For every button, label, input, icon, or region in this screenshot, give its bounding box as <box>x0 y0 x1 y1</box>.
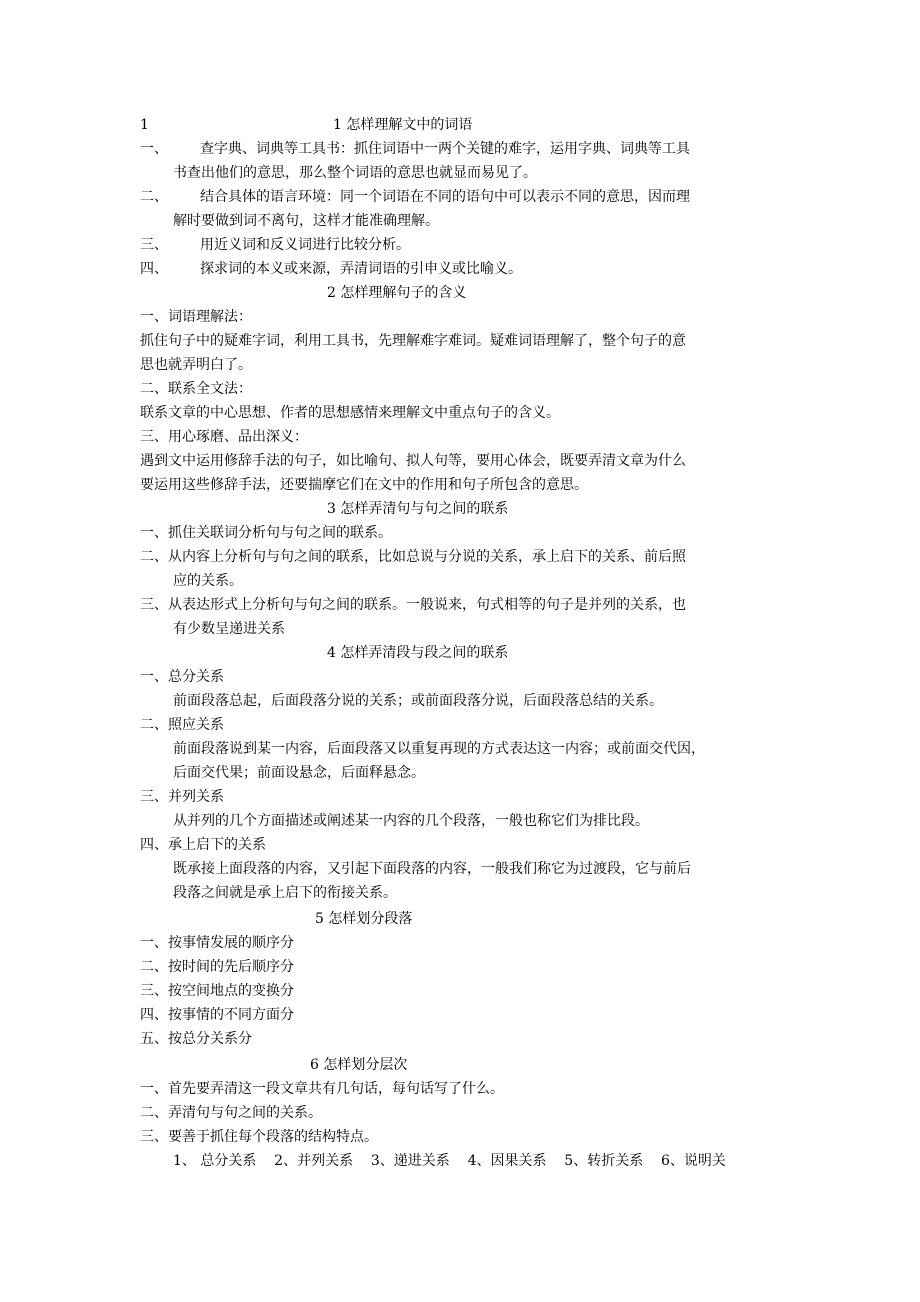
s2-line-6: 三、用心琢磨、品出深义： <box>140 429 308 445</box>
s4-line-3: 二、照应关系 <box>140 717 224 733</box>
s5-line-1: 一、按事情发展的顺序分 <box>140 935 294 951</box>
s1-item-2-line-1 <box>140 185 800 209</box>
s5-line-3: 三、按空间地点的变换分 <box>140 983 294 999</box>
section-5-title-line <box>140 907 800 931</box>
s4-line-4: 前面段落说到某一内容，后面段落又以重复再现的方式表达这一内容；或前面交代因， <box>173 741 705 757</box>
s1-item-3 <box>140 233 800 257</box>
s1-item-3-number: 三、 <box>140 237 168 253</box>
s1-item-1-number: 一、 <box>140 141 168 157</box>
s2-line-4: 二、联系全文法： <box>140 381 252 397</box>
s2-line-1: 一、词语理解法： <box>140 309 252 325</box>
s2-line-5: 联系文章的中心思想、作者的思想感情来理解文中重点句子的含义。 <box>140 405 560 421</box>
section-4-title: 4 怎样弄清段与段之间的联系 <box>327 645 509 661</box>
section-3-title-line <box>140 497 800 521</box>
s1-item-1-line-1 <box>140 137 800 161</box>
s4-line-5: 后面交代果；前面设悬念，后面释悬念。 <box>173 765 425 781</box>
s4-line-2: 前面段落总起，后面段落分说的关系；或前面段落分说，后面段落总结的关系。 <box>173 693 663 709</box>
s3-line-4: 三、从表达形式上分析句与句之间的联系。一般说来，句式相等的句子是并列的关系，也 <box>140 597 686 613</box>
section-1-title: 1 怎样理解文中的词语 <box>333 117 473 133</box>
section-4-title-line <box>140 641 800 665</box>
s5-line-2: 二、按时间的先后顺序分 <box>140 959 294 975</box>
s3-line-5: 有少数呈递进关系 <box>173 621 285 637</box>
section-6-title-line <box>140 1053 800 1077</box>
s2-line-7: 遇到文中运用修辞手法的句子，如比喻句、拟人句等，要用心体会，既要弄清文章为什么 <box>140 453 686 469</box>
section-1-header-line <box>140 113 800 137</box>
s1-item-2-text: 结合具体的语言环境：同一个词语在不同的语句中可以表示不同的意思，因而理 <box>200 189 690 205</box>
s1-item-1-text: 查字典、词典等工具书：抓住词语中一两个关键的难字，运用字典、词典等工具 <box>200 141 690 157</box>
section-3-title: 3 怎样弄清句与句之间的联系 <box>327 501 509 517</box>
s6-line-2: 二、弄清句与句之间的关系。 <box>140 1105 322 1121</box>
s4-line-6: 三、并列关系 <box>140 789 224 805</box>
s1-item-4 <box>140 257 800 281</box>
s5-line-5: 五、按总分关系分 <box>140 1031 252 1047</box>
s3-line-1: 一、抓住关联词分析句与句之间的联系。 <box>140 525 392 541</box>
s1-item-1-line-2: 书查出他们的意思，那么整个词语的意思也就显而易见了。 <box>173 165 537 181</box>
s1-item-2-number: 二、 <box>140 189 168 205</box>
s1-item-2-line-2: 解时要做到词不离句，这样才能准确理解。 <box>173 213 439 229</box>
s1-item-4-number: 四、 <box>140 261 168 277</box>
s4-line-9: 既承接上面段落的内容，又引起下面段落的内容，一般我们称它为过渡段，它与前后 <box>173 861 691 877</box>
s4-line-1: 一、总分关系 <box>140 669 224 685</box>
section-2-title-line <box>140 281 800 305</box>
s5-line-4: 四、按事情的不同方面分 <box>140 1007 294 1023</box>
s6-line-1: 一、首先要弄清这一段文章共有几句话，每句话写了什么。 <box>140 1081 504 1097</box>
section-6-title: 6 怎样划分层次 <box>310 1057 408 1073</box>
s1-item-3-text: 用近义词和反义词进行比较分析。 <box>200 237 410 253</box>
section-2-title: 2 怎样理解句子的含义 <box>327 285 467 301</box>
s3-line-2: 二、从内容上分析句与句之间的联系，比如总说与分说的关系，承上启下的关系、前后照 <box>140 549 686 565</box>
s4-line-10: 段落之间就是承上启下的衔接关系。 <box>173 885 397 901</box>
s2-line-3: 思也就弄明白了。 <box>140 357 252 373</box>
s6-line-3: 三、要善于抓住每个段落的结构特点。 <box>140 1129 378 1145</box>
s2-line-8: 要运用这些修辞手法，还要揣摩它们在文中的作用和句子所包含的意思。 <box>140 477 588 493</box>
s2-line-2: 抓住句子中的疑难字词，利用工具书，先理解难字难词。疑难词语理解了，整个句子的意 <box>140 333 686 349</box>
s6-line-4: 1、 总分关系 2、并列关系 3、递进关系 4、因果关系 5、转折关系 6、说明关 <box>173 1153 726 1169</box>
s4-line-7: 从并列的几个方面描述或阐述某一内容的几个段落，一般也称它们为排比段。 <box>173 813 649 829</box>
s1-item-4-text: 探求词的本义或来源，弄清词语的引申义或比喻义。 <box>200 261 522 277</box>
s3-line-3: 应的关系。 <box>173 573 243 589</box>
page-number: 1 <box>140 117 149 133</box>
s4-line-8: 四、承上启下的关系 <box>140 837 266 853</box>
section-5-title: 5 怎样划分段落 <box>315 911 413 927</box>
